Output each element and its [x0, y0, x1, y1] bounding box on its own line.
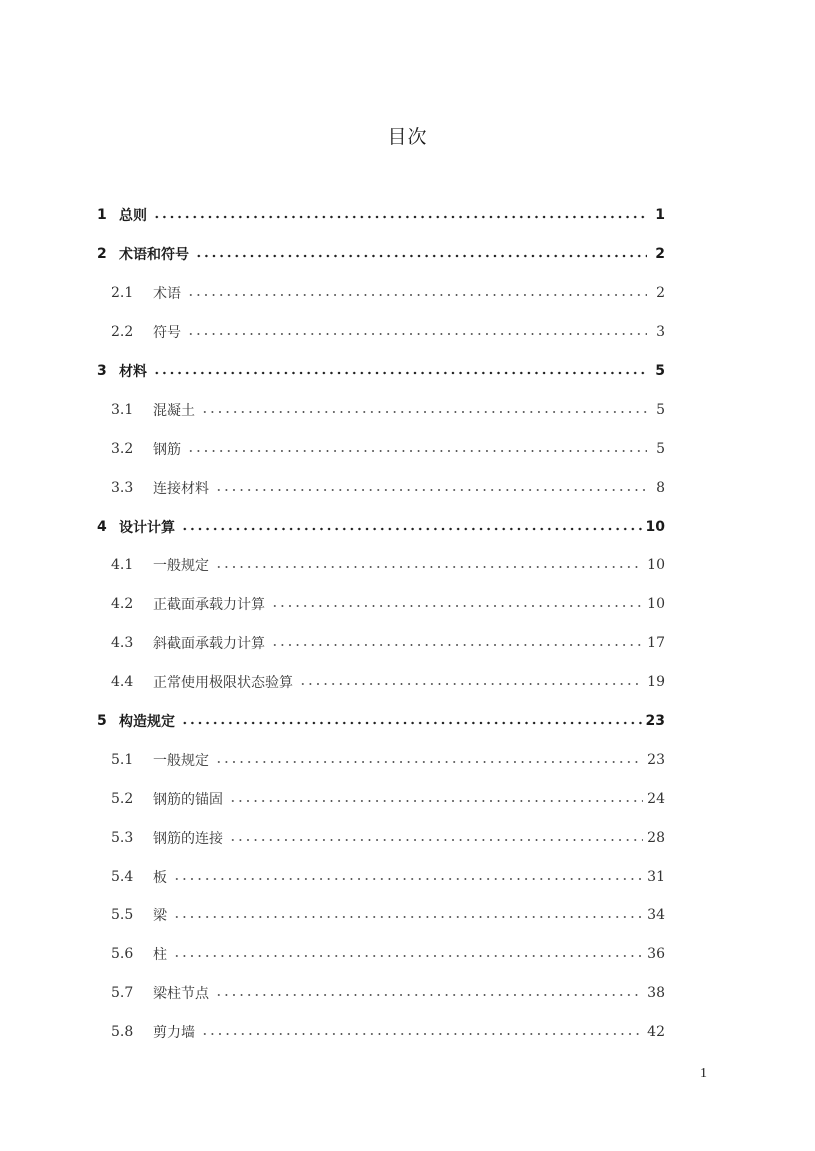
toc-dot-leader — [229, 796, 643, 806]
toc-dot-leader — [181, 718, 642, 728]
toc-section-entry[interactable] — [0, 857, 815, 896]
toc-dot-leader — [187, 446, 647, 456]
toc-entry-page: 2 — [656, 285, 665, 302]
toc-dot-leader — [215, 990, 643, 1000]
toc-section-entry[interactable] — [0, 313, 815, 352]
toc-entry-page: 24 — [647, 790, 665, 807]
toc-entry-page: 5 — [656, 401, 665, 418]
toc-dot-leader — [201, 407, 647, 417]
toc-entry-label: 术语 — [153, 286, 181, 303]
toc-entry-page: 31 — [647, 868, 665, 885]
toc-dot-leader — [229, 835, 643, 845]
page-title: 目次 — [387, 126, 428, 148]
toc-entry-page: 19 — [647, 674, 665, 691]
toc-chapter-entry[interactable] — [0, 235, 815, 274]
toc-entry-page: 10 — [647, 596, 665, 613]
toc-entry-number: 5.7 — [111, 985, 134, 1002]
toc-entry-page: 2 — [655, 246, 665, 263]
toc-dot-leader — [215, 757, 643, 767]
toc-entry-page: 42 — [647, 1024, 665, 1041]
toc-entry-label: 连接材料 — [153, 480, 209, 497]
toc-entry-page: 3 — [656, 324, 665, 341]
toc-entry-label: 材料 — [119, 364, 147, 380]
toc-entry-page: 8 — [656, 479, 665, 496]
toc-section-entry[interactable] — [0, 740, 815, 779]
toc-entry-number: 2 — [97, 246, 107, 263]
toc-entry-page: 17 — [647, 635, 665, 652]
toc-entry-label: 钢筋 — [153, 441, 181, 458]
toc-entry-label: 总则 — [119, 208, 147, 225]
toc-entry-number: 3.2 — [111, 440, 134, 457]
toc-dot-leader — [271, 601, 643, 611]
toc-entry-label: 混凝土 — [153, 402, 195, 419]
toc-dot-leader — [173, 951, 643, 961]
toc-entry-label: 设计计算 — [119, 519, 175, 536]
toc-section-entry[interactable] — [0, 390, 815, 429]
toc-chapter-entry[interactable] — [0, 352, 815, 391]
toc-section-entry[interactable] — [0, 585, 815, 624]
toc-section-entry[interactable] — [0, 779, 815, 818]
toc-dot-leader — [173, 874, 643, 884]
toc-section-entry[interactable] — [0, 663, 815, 702]
toc-entry-number: 5.4 — [111, 868, 134, 885]
toc-entry-number: 4.3 — [111, 635, 134, 652]
toc-entry-label: 剪力墙 — [153, 1025, 195, 1042]
toc-section-entry[interactable] — [0, 818, 815, 857]
toc-entry-page: 36 — [647, 946, 665, 963]
toc-dot-leader — [299, 679, 643, 689]
toc-entry-number: 3.1 — [111, 401, 134, 418]
toc-entry-label: 梁 — [153, 908, 167, 925]
toc-section-entry[interactable] — [0, 546, 815, 585]
toc-entry-number: 5.6 — [111, 946, 134, 963]
toc-entry-page: 10 — [647, 557, 665, 574]
toc-dot-leader — [173, 912, 643, 922]
toc-section-entry[interactable] — [0, 935, 815, 974]
toc-section-entry[interactable] — [0, 1013, 815, 1052]
toc-entry-page: 34 — [647, 907, 665, 924]
toc-dot-leader — [153, 368, 647, 378]
toc-entry-number: 3.3 — [111, 479, 134, 496]
toc-entry-number: 5.3 — [111, 829, 134, 846]
toc-entry-number: 4.2 — [111, 596, 134, 613]
toc-entry-label: 一般规定 — [153, 752, 209, 769]
toc-section-entry[interactable] — [0, 468, 815, 507]
toc-dot-leader — [153, 212, 647, 222]
toc-entry-label: 一般规定 — [153, 558, 209, 575]
toc-entry-number: 5.2 — [111, 790, 134, 807]
toc-section-entry[interactable] — [0, 896, 815, 935]
toc-entry-number: 4.1 — [111, 557, 134, 574]
page-number: 1 — [700, 1066, 707, 1081]
toc-entry-number: 4.4 — [111, 674, 134, 691]
toc-dot-leader — [187, 329, 647, 339]
toc-chapter-entry[interactable] — [0, 196, 815, 235]
table-of-contents — [0, 196, 815, 1052]
toc-dot-leader — [201, 1029, 643, 1039]
toc-section-entry[interactable] — [0, 624, 815, 663]
toc-entry-label: 正截面承载力计算 — [153, 597, 265, 614]
toc-entry-page: 1 — [655, 207, 665, 224]
toc-dot-leader — [181, 524, 642, 534]
toc-dot-leader — [195, 251, 647, 261]
toc-dot-leader — [187, 290, 647, 300]
toc-entry-page: 23 — [647, 751, 665, 768]
toc-entry-page: 10 — [645, 518, 665, 535]
toc-entry-number: 5.8 — [111, 1024, 134, 1041]
toc-entry-number: 5 — [97, 713, 107, 730]
toc-section-entry[interactable] — [0, 974, 815, 1013]
toc-entry-label: 柱 — [153, 947, 167, 964]
toc-dot-leader — [215, 485, 647, 495]
toc-entry-page: 38 — [647, 985, 665, 1002]
toc-entry-label: 梁柱节点 — [153, 986, 209, 1003]
toc-entry-number: 1 — [97, 207, 107, 224]
toc-section-entry[interactable] — [0, 274, 815, 313]
toc-entry-page: 5 — [655, 363, 665, 379]
toc-entry-number: 2.1 — [111, 285, 134, 302]
toc-chapter-entry[interactable] — [0, 702, 815, 741]
toc-entry-number: 5.1 — [111, 751, 134, 768]
toc-entry-label: 术语和符号 — [119, 247, 189, 264]
toc-entry-number: 2.2 — [111, 324, 134, 341]
toc-dot-leader — [215, 562, 643, 572]
toc-entry-number: 4 — [97, 518, 107, 535]
toc-chapter-entry[interactable] — [0, 507, 815, 546]
toc-entry-page: 28 — [647, 829, 665, 846]
toc-entry-label: 符号 — [153, 325, 181, 342]
toc-entry-page: 5 — [656, 440, 665, 457]
toc-entry-label: 构造规定 — [119, 714, 175, 731]
toc-entry-number: 3 — [97, 363, 107, 379]
toc-entry-number: 5.5 — [111, 907, 134, 924]
toc-entry-label: 正常使用极限状态验算 — [153, 675, 293, 692]
toc-entry-label: 板 — [153, 869, 167, 886]
toc-section-entry[interactable] — [0, 429, 815, 468]
toc-entry-label: 斜截面承载力计算 — [153, 636, 265, 653]
toc-dot-leader — [271, 640, 643, 650]
toc-entry-label: 钢筋的连接 — [153, 830, 223, 847]
toc-entry-label: 钢筋的锚固 — [153, 791, 223, 808]
toc-entry-page: 23 — [645, 713, 665, 730]
